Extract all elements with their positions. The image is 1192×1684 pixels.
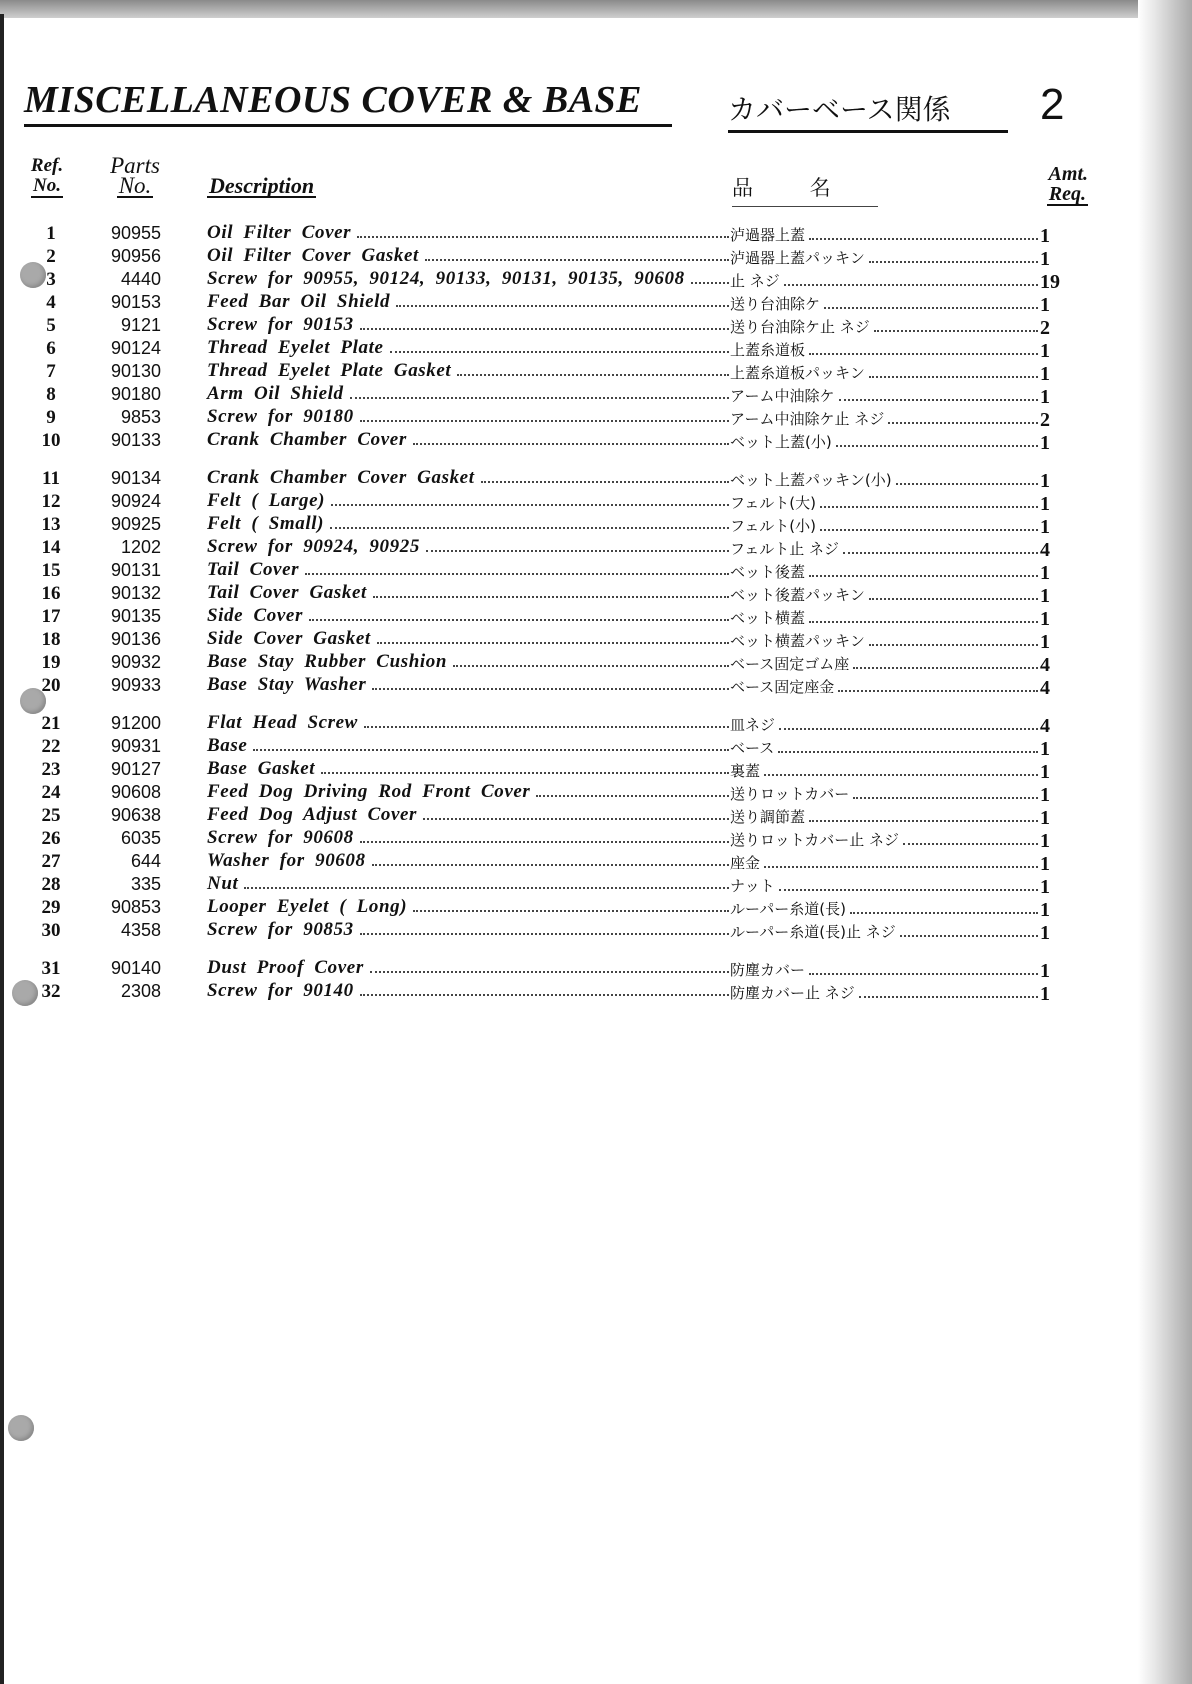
amount-required: 1 bbox=[1040, 470, 1050, 492]
part-number: 9853 bbox=[120, 407, 161, 427]
part-description: Tail Cover bbox=[207, 559, 729, 581]
ref-number: 9 bbox=[46, 407, 56, 428]
part-number: 90931 bbox=[110, 736, 161, 756]
part-name-japanese: 座金 bbox=[730, 852, 1038, 873]
table-row bbox=[0, 536, 1100, 559]
amount-required: 1 bbox=[1040, 516, 1050, 538]
part-number: 335 bbox=[130, 874, 161, 894]
table-row bbox=[0, 957, 1100, 980]
part-number: 90853 bbox=[110, 897, 161, 917]
ref-number: 12 bbox=[41, 491, 61, 512]
table-row bbox=[0, 268, 1100, 291]
part-description: Oil Filter Cover bbox=[207, 222, 729, 244]
part-description: Felt ( Large) bbox=[207, 490, 729, 512]
part-description: Thread Eyelet Plate bbox=[207, 337, 729, 359]
part-number: 90933 bbox=[110, 675, 161, 695]
ref-number: 8 bbox=[46, 384, 56, 405]
part-name-japanese: 泸過器上蓋パッキン bbox=[730, 247, 1038, 268]
page-title-japanese: カバーベース関係 bbox=[728, 88, 1008, 133]
column-header-underline bbox=[732, 206, 878, 207]
table-row bbox=[0, 245, 1100, 268]
part-name-japanese: ベット横蓋 bbox=[730, 607, 1038, 628]
ref-number: 17 bbox=[41, 606, 61, 627]
amount-required: 4 bbox=[1040, 715, 1050, 737]
part-number: 1202 bbox=[120, 537, 161, 557]
ref-number: 31 bbox=[41, 958, 61, 979]
amount-required: 2 bbox=[1040, 409, 1050, 431]
part-description: Screw for 90924, 90925 bbox=[207, 536, 729, 558]
table-row bbox=[0, 651, 1100, 674]
part-number: 4440 bbox=[120, 269, 161, 289]
table-row bbox=[0, 513, 1100, 536]
ref-number: 22 bbox=[41, 736, 61, 757]
ref-number: 1 bbox=[46, 223, 56, 244]
ref-number: 14 bbox=[41, 537, 61, 558]
amount-required: 4 bbox=[1040, 539, 1050, 561]
part-name-japanese: ベース固定座金 bbox=[730, 676, 1038, 697]
ref-number: 24 bbox=[41, 782, 61, 803]
part-number: 90140 bbox=[110, 958, 161, 978]
part-description: Flat Head Screw bbox=[207, 712, 729, 734]
amount-required: 19 bbox=[1040, 271, 1060, 293]
table-row bbox=[0, 582, 1100, 605]
ref-number: 10 bbox=[41, 430, 61, 451]
ref-number: 3 bbox=[46, 269, 56, 290]
table-row bbox=[0, 314, 1100, 337]
ref-number: 20 bbox=[41, 675, 61, 696]
table-row bbox=[0, 873, 1100, 896]
table-row bbox=[0, 559, 1100, 582]
part-name-japanese: ベット上蓋(小) bbox=[730, 431, 1038, 452]
part-description: Thread Eyelet Plate Gasket bbox=[207, 360, 729, 382]
part-number: 90130 bbox=[110, 361, 161, 381]
table-row bbox=[0, 827, 1100, 850]
part-number: 90124 bbox=[110, 338, 161, 358]
part-name-japanese: ベース固定ゴム座 bbox=[730, 653, 1038, 674]
table-row bbox=[0, 605, 1100, 628]
ref-number: 18 bbox=[41, 629, 61, 650]
amount-required: 1 bbox=[1040, 631, 1050, 653]
table-row bbox=[0, 490, 1100, 513]
table-row bbox=[0, 781, 1100, 804]
amount-required: 1 bbox=[1040, 899, 1050, 921]
ref-number: 30 bbox=[41, 920, 61, 941]
column-header-parts: Parts No. bbox=[110, 153, 160, 198]
table-row bbox=[0, 406, 1100, 429]
part-name-japanese: 防塵カバー止 ネジ bbox=[730, 982, 1038, 1003]
part-description: Screw for 90180 bbox=[207, 406, 729, 428]
part-number: 90608 bbox=[110, 782, 161, 802]
ref-number: 13 bbox=[41, 514, 61, 535]
scan-right-edge bbox=[1138, 0, 1192, 1684]
part-number: 90153 bbox=[110, 292, 161, 312]
part-description: Screw for 90853 bbox=[207, 919, 729, 941]
part-name-japanese: フェルト(大) bbox=[730, 492, 1038, 513]
page-title: MISCELLANEOUS COVER & BASE bbox=[24, 78, 672, 127]
part-name-japanese: フェルト止 ネジ bbox=[730, 538, 1038, 559]
part-number: 90925 bbox=[110, 514, 161, 534]
part-number: 9121 bbox=[120, 315, 161, 335]
part-number: 91200 bbox=[110, 713, 161, 733]
part-number: 90956 bbox=[110, 246, 161, 266]
amount-required: 1 bbox=[1040, 363, 1050, 385]
part-name-japanese: 裏蓋 bbox=[730, 760, 1038, 781]
amount-required: 1 bbox=[1040, 225, 1050, 247]
amount-required: 1 bbox=[1040, 853, 1050, 875]
part-name-japanese: ルーパー糸道(長)止 ネジ bbox=[730, 921, 1038, 942]
amount-required: 1 bbox=[1040, 922, 1050, 944]
ref-number: 4 bbox=[46, 292, 56, 313]
part-name-japanese: 送り台油除ケ bbox=[730, 293, 1038, 314]
ref-number: 26 bbox=[41, 828, 61, 849]
part-number: 90932 bbox=[110, 652, 161, 672]
ref-number: 15 bbox=[41, 560, 61, 581]
part-description: Looper Eyelet ( Long) bbox=[207, 896, 729, 918]
amount-required: 1 bbox=[1040, 876, 1050, 898]
ref-number: 28 bbox=[41, 874, 61, 895]
table-row bbox=[0, 628, 1100, 651]
amount-required: 1 bbox=[1040, 386, 1050, 408]
part-description: Base Gasket bbox=[207, 758, 729, 780]
amount-required: 2 bbox=[1040, 317, 1050, 339]
part-description: Base Stay Washer bbox=[207, 674, 729, 696]
amount-required: 1 bbox=[1040, 294, 1050, 316]
part-name-japanese: ナット bbox=[730, 875, 1038, 896]
part-name-japanese: 上蓋糸道板パッキン bbox=[730, 362, 1038, 383]
part-number: 90131 bbox=[110, 560, 161, 580]
amount-required: 1 bbox=[1040, 784, 1050, 806]
table-row bbox=[0, 735, 1100, 758]
amount-required: 1 bbox=[1040, 585, 1050, 607]
part-number: 90180 bbox=[110, 384, 161, 404]
part-name-japanese: ベット後蓋パッキン bbox=[730, 584, 1038, 605]
part-description: Side Cover Gasket bbox=[207, 628, 729, 650]
part-description: Crank Chamber Cover Gasket bbox=[207, 467, 729, 489]
part-number: 90133 bbox=[110, 430, 161, 450]
ref-number: 27 bbox=[41, 851, 61, 872]
binder-hole bbox=[8, 1415, 34, 1441]
part-name-japanese: 送り台油除ケ止 ネジ bbox=[730, 316, 1038, 337]
part-number: 90136 bbox=[110, 629, 161, 649]
amount-required: 4 bbox=[1040, 677, 1050, 699]
part-name-japanese: アーム中油除ケ止 ネジ bbox=[730, 408, 1038, 429]
table-row bbox=[0, 383, 1100, 406]
scan-top-edge bbox=[0, 0, 1138, 18]
part-name-japanese: ベット上蓋パッキン(小) bbox=[730, 469, 1038, 490]
ref-number: 16 bbox=[41, 583, 61, 604]
ref-number: 19 bbox=[41, 652, 61, 673]
part-description: Screw for 90608 bbox=[207, 827, 729, 849]
table-row bbox=[0, 919, 1100, 942]
table-row bbox=[0, 467, 1100, 490]
table-row bbox=[0, 674, 1100, 697]
part-number: 644 bbox=[130, 851, 161, 871]
table-row bbox=[0, 360, 1100, 383]
table-row bbox=[0, 758, 1100, 781]
part-description: Felt ( Small) bbox=[207, 513, 729, 535]
part-name-japanese: 泸過器上蓋 bbox=[730, 224, 1038, 245]
part-number: 90127 bbox=[110, 759, 161, 779]
column-header-japanese-name: 品 名 bbox=[732, 176, 831, 200]
ref-number: 25 bbox=[41, 805, 61, 826]
part-description: Nut bbox=[207, 873, 729, 895]
column-header-ref: Ref. No. bbox=[30, 155, 64, 196]
part-description: Base bbox=[207, 735, 729, 757]
part-name-japanese: 送りロットカバー止 ネジ bbox=[730, 829, 1038, 850]
part-name-japanese: ベット後蓋 bbox=[730, 561, 1038, 582]
part-description: Dust Proof Cover bbox=[207, 957, 729, 979]
part-name-japanese: ルーパー糸道(長) bbox=[730, 898, 1038, 919]
part-description: Feed Dog Adjust Cover bbox=[207, 804, 729, 826]
part-description: Oil Filter Cover Gasket bbox=[207, 245, 729, 267]
ref-number: 32 bbox=[41, 981, 61, 1002]
table-row bbox=[0, 804, 1100, 827]
part-number: 4358 bbox=[120, 920, 161, 940]
part-description: Screw for 90955, 90124, 90133, 90131, 90135, 90608 bbox=[207, 268, 729, 290]
table-row bbox=[0, 980, 1100, 1003]
table-row bbox=[0, 896, 1100, 919]
part-number: 90955 bbox=[110, 223, 161, 243]
column-header-amount: Amt. Req. bbox=[1048, 163, 1088, 205]
amount-required: 1 bbox=[1040, 983, 1050, 1005]
ref-number: 23 bbox=[41, 759, 61, 780]
part-name-japanese: 上蓋糸道板 bbox=[730, 339, 1038, 360]
table-row bbox=[0, 222, 1100, 245]
part-description: Feed Dog Driving Rod Front Cover bbox=[207, 781, 729, 803]
part-number: 90134 bbox=[110, 468, 161, 488]
part-description: Crank Chamber Cover bbox=[207, 429, 729, 451]
amount-required: 1 bbox=[1040, 493, 1050, 515]
part-description: Screw for 90140 bbox=[207, 980, 729, 1002]
ref-number: 5 bbox=[46, 315, 56, 336]
part-name-japanese: アーム中油除ケ bbox=[730, 385, 1038, 406]
part-name-japanese: ベース bbox=[730, 737, 1038, 758]
ref-number: 2 bbox=[46, 246, 56, 267]
part-name-japanese: 送り調節蓋 bbox=[730, 806, 1038, 827]
amount-required: 4 bbox=[1040, 654, 1050, 676]
ref-number: 29 bbox=[41, 897, 61, 918]
amount-required: 1 bbox=[1040, 562, 1050, 584]
part-name-japanese: 防塵カバー bbox=[730, 959, 1038, 980]
part-number: 90638 bbox=[110, 805, 161, 825]
table-row bbox=[0, 429, 1100, 452]
amount-required: 1 bbox=[1040, 830, 1050, 852]
part-number: 6035 bbox=[120, 828, 161, 848]
part-description: Washer for 90608 bbox=[207, 850, 729, 872]
part-name-japanese: 送りロットカバー bbox=[730, 783, 1038, 804]
ref-number: 21 bbox=[41, 713, 61, 734]
table-row bbox=[0, 291, 1100, 314]
part-description: Tail Cover Gasket bbox=[207, 582, 729, 604]
part-number: 90924 bbox=[110, 491, 161, 511]
part-description: Arm Oil Shield bbox=[207, 383, 729, 405]
part-description: Base Stay Rubber Cushion bbox=[207, 651, 729, 673]
amount-required: 1 bbox=[1040, 432, 1050, 454]
part-description: Screw for 90153 bbox=[207, 314, 729, 336]
ref-number: 6 bbox=[46, 338, 56, 359]
part-description: Side Cover bbox=[207, 605, 729, 627]
ref-number: 11 bbox=[42, 468, 60, 489]
column-header-description: Description bbox=[209, 173, 315, 198]
amount-required: 1 bbox=[1040, 608, 1050, 630]
part-number: 2308 bbox=[120, 981, 161, 1001]
amount-required: 1 bbox=[1040, 807, 1050, 829]
amount-required: 1 bbox=[1040, 960, 1050, 982]
amount-required: 1 bbox=[1040, 248, 1050, 270]
ref-number: 7 bbox=[46, 361, 56, 382]
part-name-japanese: 止 ネジ bbox=[730, 270, 1038, 291]
part-description: Feed Bar Oil Shield bbox=[207, 291, 729, 313]
table-row bbox=[0, 712, 1100, 735]
table-row bbox=[0, 850, 1100, 873]
part-name-japanese: 皿ネジ bbox=[730, 714, 1038, 735]
amount-required: 1 bbox=[1040, 761, 1050, 783]
part-name-japanese: ベット横蓋パッキン bbox=[730, 630, 1038, 651]
part-name-japanese: フェルト(小) bbox=[730, 515, 1038, 536]
part-number: 90132 bbox=[110, 583, 161, 603]
page-number: 2 bbox=[1040, 80, 1065, 129]
amount-required: 1 bbox=[1040, 340, 1050, 362]
amount-required: 1 bbox=[1040, 738, 1050, 760]
table-row bbox=[0, 337, 1100, 360]
part-number: 90135 bbox=[110, 606, 161, 626]
